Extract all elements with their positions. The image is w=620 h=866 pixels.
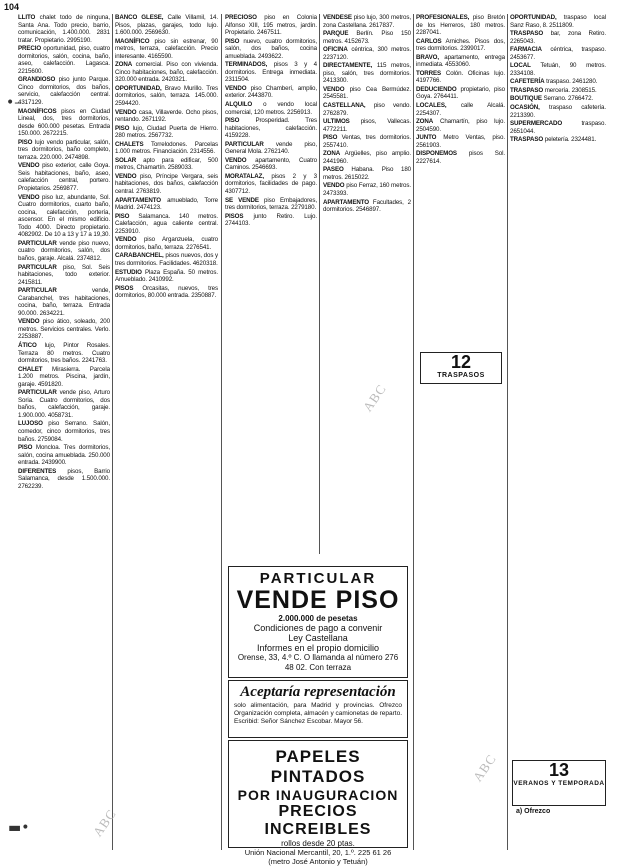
ad-text: Torrelodones. Parcelas 1.000 metros. Financiación. 2314556. [115, 140, 218, 156]
ad-text: Metro Ventas, piso. 2561903. [416, 134, 505, 149]
ad-keyword: ESTUDIO [115, 268, 142, 276]
ad-keyword: PISOS [115, 284, 134, 292]
ad-keyword: VENDO [18, 318, 40, 326]
classified-ad [416, 134, 505, 149]
classified-ad [225, 61, 317, 84]
ad-text: o vendo local comercial, 120 metros. 2256913. [225, 101, 317, 116]
ad-text: piso Bretón de los Herreros, 180 metros. 2287041. [416, 14, 505, 37]
column-divider [507, 14, 508, 850]
ad-text: piso, Príncipe Vergara, seis habitaciones, dos baños, calefacción central. 2763819. [115, 172, 218, 196]
classified-ad [18, 240, 110, 263]
ad-keyword: VENDESE [323, 14, 352, 21]
classified-ad [510, 136, 606, 144]
ad-keyword: PISO [225, 117, 240, 125]
ad-line: Condiciones de pago a convenir [253, 623, 383, 633]
classified-ad [115, 269, 218, 284]
ad-text: Calle Villamil, 14. Pisos, plazas, garajes, todo lujo. 1.600.000. 2569630. [115, 14, 218, 37]
classifieds-column-4 [323, 14, 411, 554]
ad-text: Argüelles, piso amplio. 2441960. [323, 150, 411, 165]
classified-ad [115, 14, 218, 37]
classified-ad [18, 264, 110, 287]
classified-ad [18, 468, 110, 491]
display-ad-representacion [228, 680, 408, 738]
ad-keyword: TERMINADOS, [225, 61, 268, 69]
ad-text: Prosperidad. Tres habitaciones, calefacción. 4159228. [225, 117, 317, 140]
section-number: 12 [450, 352, 472, 372]
ad-keyword: VENDO [225, 156, 247, 164]
classified-ad [225, 101, 317, 116]
ad-keyword: VENDO [323, 182, 345, 190]
classified-ad [416, 38, 505, 53]
classified-ad [510, 78, 606, 86]
classified-ad [323, 62, 411, 85]
ad-keyword: VENDO [18, 162, 40, 170]
classified-ad [225, 141, 317, 156]
scan-mark: ▬• [8, 820, 30, 836]
ad-keyword: VENDO [18, 193, 40, 201]
ad-keyword: PARTICULAR [18, 287, 57, 295]
ad-keyword: PISO [323, 134, 338, 142]
classified-ad [115, 38, 218, 61]
classifieds-column-6 [510, 14, 606, 704]
classified-ad [416, 70, 505, 85]
classified-ad [510, 120, 606, 135]
watermark: ABC [469, 751, 500, 785]
ad-line: Unión Nacional Mercantil, 20, 1.º. 225 61 26 [244, 848, 392, 857]
ad-text: junto Retiro. Lujo. 2744103. [225, 212, 317, 228]
classified-ad [323, 150, 411, 165]
section-header-traspasos [420, 352, 502, 384]
ad-text: Berlín. Piso 150 metros. 4152673. [323, 30, 411, 45]
classifieds-column-3 [225, 14, 317, 554]
ad-text: amueblado, Torre Madrid. 2474123. [115, 196, 218, 212]
ad-keyword: APARTAMENTO [115, 196, 161, 204]
ad-keyword: PRECIO [18, 45, 42, 53]
ad-keyword: GRANDIOSO [18, 76, 56, 84]
classified-ad [225, 85, 317, 100]
column-divider [112, 14, 113, 850]
ad-keyword: PARTICULAR [18, 263, 57, 271]
ad-text: vende piso, Arturo Soria. Cuatro dormitorios, dos baños, calefacción, garaje. 1.900.000. 4058731. [18, 389, 110, 419]
ad-keyword: MAGNÍFICO [115, 37, 150, 45]
ad-keyword: ULTIMOS [323, 118, 350, 126]
ad-text: Arniches. Pisos dos, tres dormitorios. 2399017. [416, 37, 505, 53]
ad-keyword: LUJOSO [18, 420, 43, 428]
ad-text: propietario, piso Goya. 2764411. [416, 85, 505, 101]
ad-keyword: PISO [115, 124, 130, 132]
column-divider [319, 14, 320, 554]
section-subheading: a) Ofrezco [516, 808, 551, 815]
ad-text: lujo vendo particular, salón, tres dormitorios, baño completo, terraza. 220.000. 2474898. [18, 138, 110, 161]
scan-mark: •– [6, 95, 22, 111]
watermark: ABC [359, 381, 390, 415]
ad-text: casa, Villaverde. Ocho pisos, rentando. 2671192. [115, 108, 218, 124]
ad-text: piso junto Parque. Cinco dormitorios, dos baños, servicio, calefacción central. 4317129. [18, 76, 110, 107]
classified-ad [323, 46, 411, 61]
classified-ad [115, 61, 218, 84]
ad-keyword: APARTAMENTO [323, 198, 369, 206]
ad-text: piso, Sol. Seis habitaciones, todo exterior. 2415811. [18, 263, 110, 286]
ad-text: pisos Sol. 2227614. [416, 150, 505, 165]
ad-title: Aceptaría representación [240, 684, 396, 700]
ad-text: Bravo Murillo. Tres dormitorios, salón, terraza. 145.000. 2594420. [115, 84, 218, 108]
ad-text: piso Chamberí, amplio, exterior. 2443870. [225, 84, 317, 100]
ad-text: piso Serrano. Salón, comedor, cinco dormitorios, tres baños. 2759084. [18, 420, 110, 443]
classified-ad [323, 102, 411, 117]
classified-ad [18, 108, 110, 138]
ad-keyword: VENDO [225, 84, 247, 92]
ad-text: calle Alcalá. 2254307. [416, 102, 505, 117]
classified-ad [416, 54, 505, 69]
ad-text: piso Cea Bermúdez. 2545581. [323, 85, 411, 101]
ad-keyword: PRECIOSO [225, 14, 257, 21]
ad-keyword: DIFERENTES [18, 467, 57, 475]
ad-keyword: PARTICULAR [18, 389, 57, 397]
ad-keyword: CHALET [18, 365, 43, 373]
ad-text: piso sin estrenar, 90 metros, terraza, calefacción. Precio interesante. 4165590. [115, 37, 218, 60]
ad-text: pisos, Vallecas. 4772211. [323, 118, 411, 133]
ad-text: peletería. 2324481. [544, 136, 597, 144]
ad-keyword: CARABANCHEL, [115, 252, 164, 260]
ad-price: 2.000.000 de pesetas [278, 614, 358, 623]
classified-ad [323, 118, 411, 133]
ad-line: Ley Castellana [288, 633, 348, 643]
classified-ad [225, 14, 317, 37]
ad-keyword: PROFESIONALES, [416, 14, 470, 21]
ad-text: piso ático, soleado, 200 metros. Servicios centrales. Verlo. 2253887. [18, 318, 110, 341]
ad-keyword: BRAVO, [416, 53, 440, 61]
classified-ad [18, 76, 110, 106]
ad-keyword: OPORTUNIDAD, [510, 14, 557, 21]
ad-keyword: ZONA [323, 150, 341, 158]
ad-keyword: VENDO [115, 236, 137, 244]
ad-text: nuevo, cuatro dormitorios, salón, dos baños, cocina amueblada. 2493622. [225, 37, 317, 60]
classified-ad [115, 125, 218, 140]
ad-text: piso en Colonia Alfonso XIII, 195 metros, jardín. Propietario. 2467511. [225, 14, 317, 37]
classified-ad [416, 118, 505, 133]
classified-ad [416, 14, 505, 37]
ad-keyword: PISO [18, 444, 33, 452]
ad-text: Facultades, 2 dormitorios. 2546897. [323, 198, 411, 214]
ad-text: apto para edificar, 500 metros, Chamartín. 2589033. [115, 156, 218, 172]
ad-title: VENDE PISO [236, 586, 400, 614]
ad-text: Tetuán, 90 metros. 2334108. [510, 62, 606, 77]
ad-text: céntrica, 300 metros. 2237120. [323, 46, 411, 61]
classified-ad [225, 197, 317, 212]
ad-keyword: VENDO [323, 85, 345, 93]
classified-ad [510, 95, 606, 103]
ad-line: rollos desde 20 ptas. [281, 839, 355, 848]
ad-keyword: LLITO [18, 14, 36, 21]
ad-text: mercería. 2308515. [544, 86, 597, 94]
classified-ad [115, 236, 218, 251]
ad-text: bar, zona Retiro. 2265043. [510, 30, 606, 45]
ad-keyword: MORATALAZ, [225, 172, 264, 180]
classified-ad [225, 173, 317, 196]
ad-keyword: TORRES [416, 69, 442, 77]
ad-text: vende piso nuevo, cuatro dormitorios, salón, dos baños, garaje. Alcalá. 2374812. [18, 239, 110, 262]
ad-keyword: TRASPASO [510, 30, 544, 38]
classified-ad [18, 45, 110, 75]
classified-ad [225, 213, 317, 228]
ad-line: (metro José Antonio y Tetuán) [268, 857, 368, 866]
ad-text: piso Ferraz, 160 metros. 2473393. [323, 182, 411, 198]
ad-keyword: MAGNÍFICOS [18, 107, 57, 115]
classified-ad [510, 87, 606, 95]
page-number: 104 [4, 2, 20, 12]
classified-ad [115, 85, 218, 108]
ad-text: chalet todo de ninguna, Santa Ana. Todo precio, barrio, comunicación, 1.400.000. 2831 tratar. Propietario. 2995190. [18, 14, 110, 44]
ad-text: Habana. Piso 180 metros. 2615022. [323, 166, 411, 181]
classified-ad [115, 157, 218, 172]
classified-ad [115, 213, 218, 236]
classified-ad [115, 285, 218, 300]
ad-keyword: ZONA [115, 61, 133, 69]
ad-text: Chamartín, piso lujo. 2504590. [416, 118, 505, 133]
ad-text: Orcasitas, nuevos, tres dormitorios, 80.000 entrada. 2350887. [115, 284, 218, 300]
display-ad-papeles-pintados [228, 740, 408, 866]
ad-keyword: OPORTUNIDAD, [115, 84, 162, 92]
ad-keyword: TRASPASO [510, 136, 544, 144]
classified-ad [18, 389, 110, 419]
ad-text: Ventas, tres dormitorios. 2557410. [323, 134, 411, 149]
section-label: VERANOS Y TEMPORADA [513, 780, 605, 787]
ad-keyword: SUPERMERCADO [510, 120, 563, 128]
ad-keyword: DIRECTAMENTE, [323, 62, 373, 70]
classified-ad [510, 62, 606, 77]
ad-keyword: JUNTO [416, 134, 437, 142]
ad-keyword: ÁTICO [18, 341, 37, 349]
ad-text: traspaso. 2461280. [546, 78, 598, 86]
ad-keyword: BOUTIQUE [510, 95, 542, 103]
classifieds-column-1 [18, 14, 110, 850]
ad-line: Orense, 33, 4.º C. O llamanda al número 276 48 02. Con terraza [237, 653, 399, 672]
ad-headline: PARTICULAR [259, 570, 377, 587]
classified-ad [225, 117, 317, 140]
section-label: TRASPASOS [437, 372, 485, 379]
ad-keyword: ALQUILO [225, 101, 253, 109]
ad-text: Moncloa. Tres dormitorios, salón, cocina amueblada. 250.000 entrada. 2439900. [18, 444, 110, 467]
ad-keyword: CASTELLANA, [323, 102, 366, 110]
ad-keyword: PISO [225, 37, 240, 45]
ad-text: vende piso, General Mola. 2762140. [225, 140, 317, 156]
ad-keyword: CAFETERÍA [510, 78, 545, 86]
classified-ad [323, 166, 411, 181]
ad-text: Plaza España. 50 metros. Amueblado. 2410992. [115, 268, 218, 284]
column-divider [413, 14, 414, 850]
ad-text: apartamento, entrega inmediata. 4553060. [416, 53, 505, 69]
classified-ad [18, 194, 110, 239]
classified-ad [18, 366, 110, 389]
ad-line: PRECIOS INCREIBLES [264, 803, 372, 838]
ad-text: lujo, Ciudad Puerta de Hierro. 280 metros. 2567732. [115, 124, 218, 140]
ad-keyword: PARTICULAR [18, 239, 57, 247]
classified-ad [416, 150, 505, 165]
classified-ad [115, 173, 218, 196]
ad-text: piso luz, abundante, Sol. Cuatro dormitorios, cuarto baño, cocina, calefacción, portería, ascensor. En el mismo edificio. Todo 4000. Directo propietario. 4082902. De 10 a 13 y 17 a 19,30. [18, 193, 110, 239]
ad-keyword: PASEO [323, 166, 344, 174]
ad-text: 115 metros, piso, salón, tres dormitorios. 2413300. [323, 62, 411, 85]
ad-text: pisos en Ciudad Lineal, dos, tres dormitorios, desde 600.000 pesetas. Entrada 150.000. 2672215. [18, 107, 110, 138]
ad-text: piso Arganzuela, cuatro dormitorios, baño, terraza. 2276541. [115, 236, 218, 251]
ad-text: Serrano. 2766472. [543, 95, 594, 103]
classified-ad [510, 46, 606, 61]
section-header-veranos [512, 760, 606, 806]
ad-text: lujo, Pintor Rosales. Terraza 80 metros. Cuatro dormitorios, tres baños. 2241763. [18, 341, 110, 365]
ad-keyword: ZONA [416, 118, 434, 126]
ad-text: pisos nuevos, dos y tres dormitorios. Facilidades. 4620318. [115, 252, 218, 267]
classifieds-column-5 [416, 14, 505, 850]
classified-ad [115, 109, 218, 124]
ad-keyword: TRASPASO [510, 86, 544, 94]
ad-text: céntrica, traspaso. 2453677. [510, 46, 606, 61]
classified-ad [18, 342, 110, 365]
ad-text: piso vendo. 2762879. [323, 102, 411, 117]
ad-text: traspaso. 2651044. [510, 120, 606, 135]
ad-keyword: DEDUCIENDO [416, 85, 457, 93]
ad-text: piso Embajadores, tres dormitorios, terraza. 2279180. [225, 196, 317, 212]
ad-text: piso lujo, 300 metros, zona Castellana. 2617837. [323, 14, 411, 29]
classified-ad [18, 420, 110, 443]
ad-keyword: DISPONEMOS [416, 150, 457, 158]
ad-text: traspaso cafetería. 2213390. [510, 104, 606, 119]
column-divider [221, 14, 222, 850]
ad-line: Informes en el propio domicilio [256, 643, 380, 653]
ad-text: pisos, Barrio Salamanca, desde 1.500.000. 2762239. [18, 467, 110, 490]
ad-text: pisos 2 y 3 dormitorios, facilidades de pago. 4307712. [225, 172, 317, 196]
ad-keyword: SOLAR [115, 156, 137, 164]
ad-text: Colón. Oficinas lujo. 4197766. [416, 69, 505, 85]
classified-ad [323, 30, 411, 45]
classified-ad [18, 444, 110, 467]
ad-keyword: PISO [18, 138, 33, 146]
ad-text: oportunidad, piso, cuatro dormitorios, salón, cocina, baño, aseo, calefacción. Lagasca. 2215600. [18, 45, 110, 75]
ad-text: piso exterior, calle Goya. Seis habitaciones, baño, aseo, calefacción central, portero. Propietarios. 2569877. [18, 162, 110, 193]
classified-ad [323, 14, 411, 29]
ad-text: Salamanca. 140 metros. Calefacción, agua caliente central. 2253910. [115, 212, 218, 235]
ad-text: vende, Carabanchel, tres habitaciones, cocina, baño, terraza. Entrada 90.000. 2634221. [18, 287, 110, 317]
classified-ad [225, 38, 317, 61]
ad-text: apartamento, Cuatro Caminos. 2546693. [225, 156, 317, 172]
classified-ad [510, 30, 606, 45]
ad-line: POR INAUGURACION [237, 787, 399, 803]
classified-ad [115, 252, 218, 267]
ad-keyword: PARQUE [323, 30, 349, 38]
classified-ad [18, 318, 110, 341]
ad-text: pisos 3 y 4 dormitorios. Entrega inmediata. 2311504. [225, 61, 317, 84]
ad-keyword: PISO [115, 212, 130, 220]
ad-keyword: BANCO GLESE, [115, 14, 164, 21]
classified-ad [416, 102, 505, 117]
ad-keyword: VENDO [115, 108, 137, 116]
ad-line: PAPELES PINTADOS [270, 747, 366, 786]
classified-ad [323, 199, 411, 214]
classified-ad [510, 14, 606, 29]
ad-text: Mirasierra. Parcela 1.200 metros. Piscina, jardín, garaje. 4591820. [18, 365, 110, 388]
classified-ad [18, 162, 110, 192]
display-ad-vende-piso [228, 566, 408, 678]
classified-ad [416, 86, 505, 101]
ad-keyword: PISOS [225, 212, 244, 220]
ad-keyword: CARLOS [416, 37, 442, 45]
classified-ad [18, 14, 110, 44]
classified-ad [225, 157, 317, 172]
ad-keyword: PARTICULAR [225, 140, 264, 148]
ad-keyword: OFICINA [323, 46, 348, 54]
classified-ad [18, 139, 110, 162]
ad-keyword: OCASIÓN, [510, 104, 540, 112]
ad-text: comercial. Piso con vivienda. Cinco habitaciones, baño, calefacción. 320.000 entrada. 2420321. [115, 61, 218, 84]
classified-ad [323, 86, 411, 101]
classified-ad [115, 197, 218, 212]
watermark: ABC [89, 806, 120, 840]
ad-keyword: VENDO [115, 172, 137, 180]
classified-ad [115, 141, 218, 156]
ad-keyword: SE VENDE [225, 196, 259, 204]
classified-ad [323, 182, 411, 197]
classified-ad [510, 104, 606, 119]
ad-keyword: CHALETS [115, 140, 144, 148]
classified-ad [323, 134, 411, 149]
ad-keyword: FARMACIA [510, 46, 542, 54]
ad-keyword: LOCALES, [416, 102, 447, 110]
ad-keyword: LOCAL [510, 62, 531, 70]
ad-body: solo alimentación, para Madrid y provincias. Ofrezco Organización completa, almacén y camionetas de reparto. Escribid: Señor Sánchez Escobar. Mayor 56. [234, 702, 403, 725]
classifieds-column-2 [115, 14, 218, 850]
classified-ad [18, 287, 110, 317]
ad-text: traspaso local Sanz Raso, 8. 2511809. [510, 14, 606, 29]
section-number: 13 [548, 760, 570, 780]
